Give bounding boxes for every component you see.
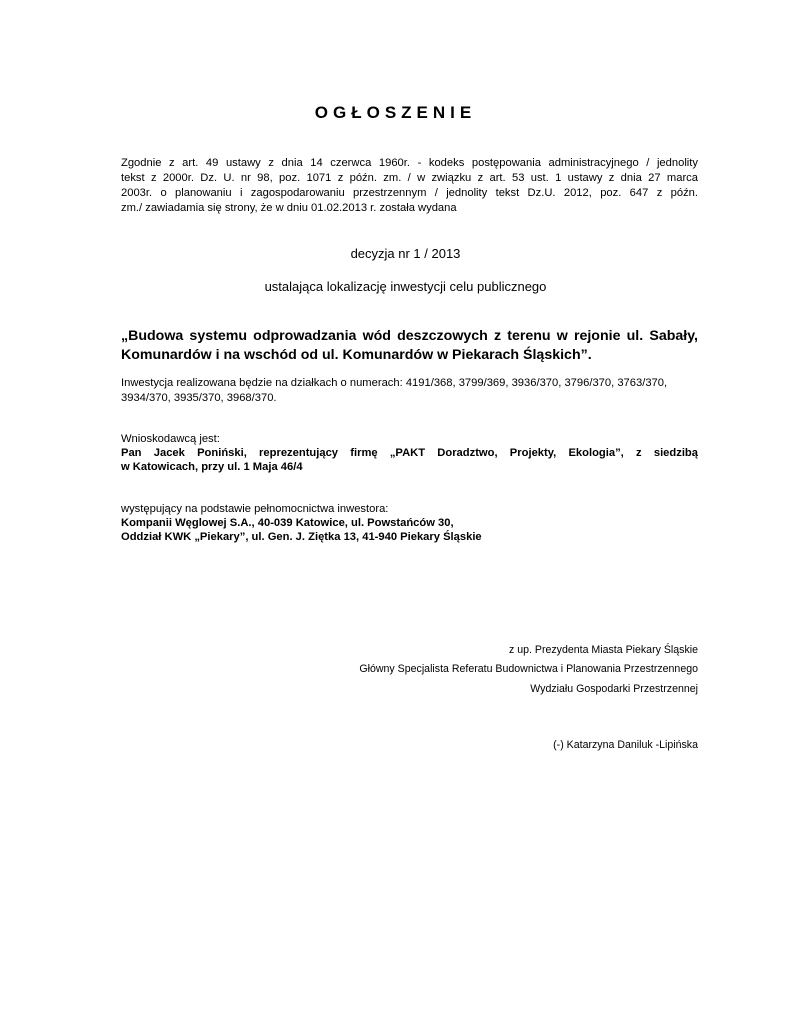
applicant-name: Pan Jacek Poniński, reprezentujący firmę „PAKT Doradztwo, Projekty, Ekologia”, z siedzibą [121,447,698,459]
intro-paragraph [121,156,698,216]
applicant-label: Wnioskodawcą jest: [121,433,220,445]
parcels-line: 3934/370, 3935/370, 3968/370. [121,392,277,404]
applicant-section [121,432,698,474]
signature-name: (-) Katarzyna Daniluk -Lipińska [553,739,698,751]
project-title-line: Komunardów i na wschód od ul. Komunardów w Piekarach Śląskich”. [121,347,592,363]
intro-line: tekst z 2000r. Dz. U. nr 98, poz. 1071 z późn. zm. / w związku z art. 53 ust. 1 ustawy z dnia 27 marca [121,172,698,184]
document-title: OGŁOSZENIE [314,103,477,122]
investor-branch: Oddział KWK „Piekary”, ul. Gen. J. Ziętka 13, 41-940 Piekary Śląskie [121,531,482,543]
investor-label: występujący na podstawie pełnomocnictwa inwestora: [121,503,389,515]
intro-line: Zgodnie z art. 49 ustawy z dnia 14 czerwca 1960r. - kodeks postępowania administracyjnego / jednolity [121,157,698,169]
project-title [121,327,698,365]
decision-subject: ustalająca lokalizację inwestycji celu publicznego [264,279,547,294]
signature-position: Główny Specjalista Referatu Budownictwa i Planowania Przestrzennego [359,663,698,675]
investor-company: Kompanii Węglowej S.A., 40-039 Katowice, ul. Powstańców 30, [121,517,454,529]
parcels-line: Inwestycja realizowana będzie na działkach o numerach: 4191/368, 3799/369, 3936/370, 3796/370, 3763/370, [121,377,668,389]
decision-number: decyzja nr 1 / 2013 [350,246,461,261]
investor-section [121,502,698,544]
project-title-line: „Budowa systemu odprowadzania wód deszczowych z terenu w rejonie ul. Sabały, [121,328,698,344]
intro-line: 2003r. o planowaniu i zagospodarowaniu przestrzennym / jednolity tekst Dz.U. 2012, poz. 647 z późn. [121,187,698,199]
signature-department: Wydziału Gospodarki Przestrzennej [530,683,698,695]
intro-line: zm./ zawiadamia się strony, że w dniu 01.02.2013 r. została wydana [121,202,457,214]
parcels-paragraph [121,376,698,406]
signature-authority: z up. Prezydenta Miasta Piekary Śląskie [508,644,698,656]
applicant-address: w Katowicach, przy ul. 1 Maja 46/4 [121,461,303,473]
